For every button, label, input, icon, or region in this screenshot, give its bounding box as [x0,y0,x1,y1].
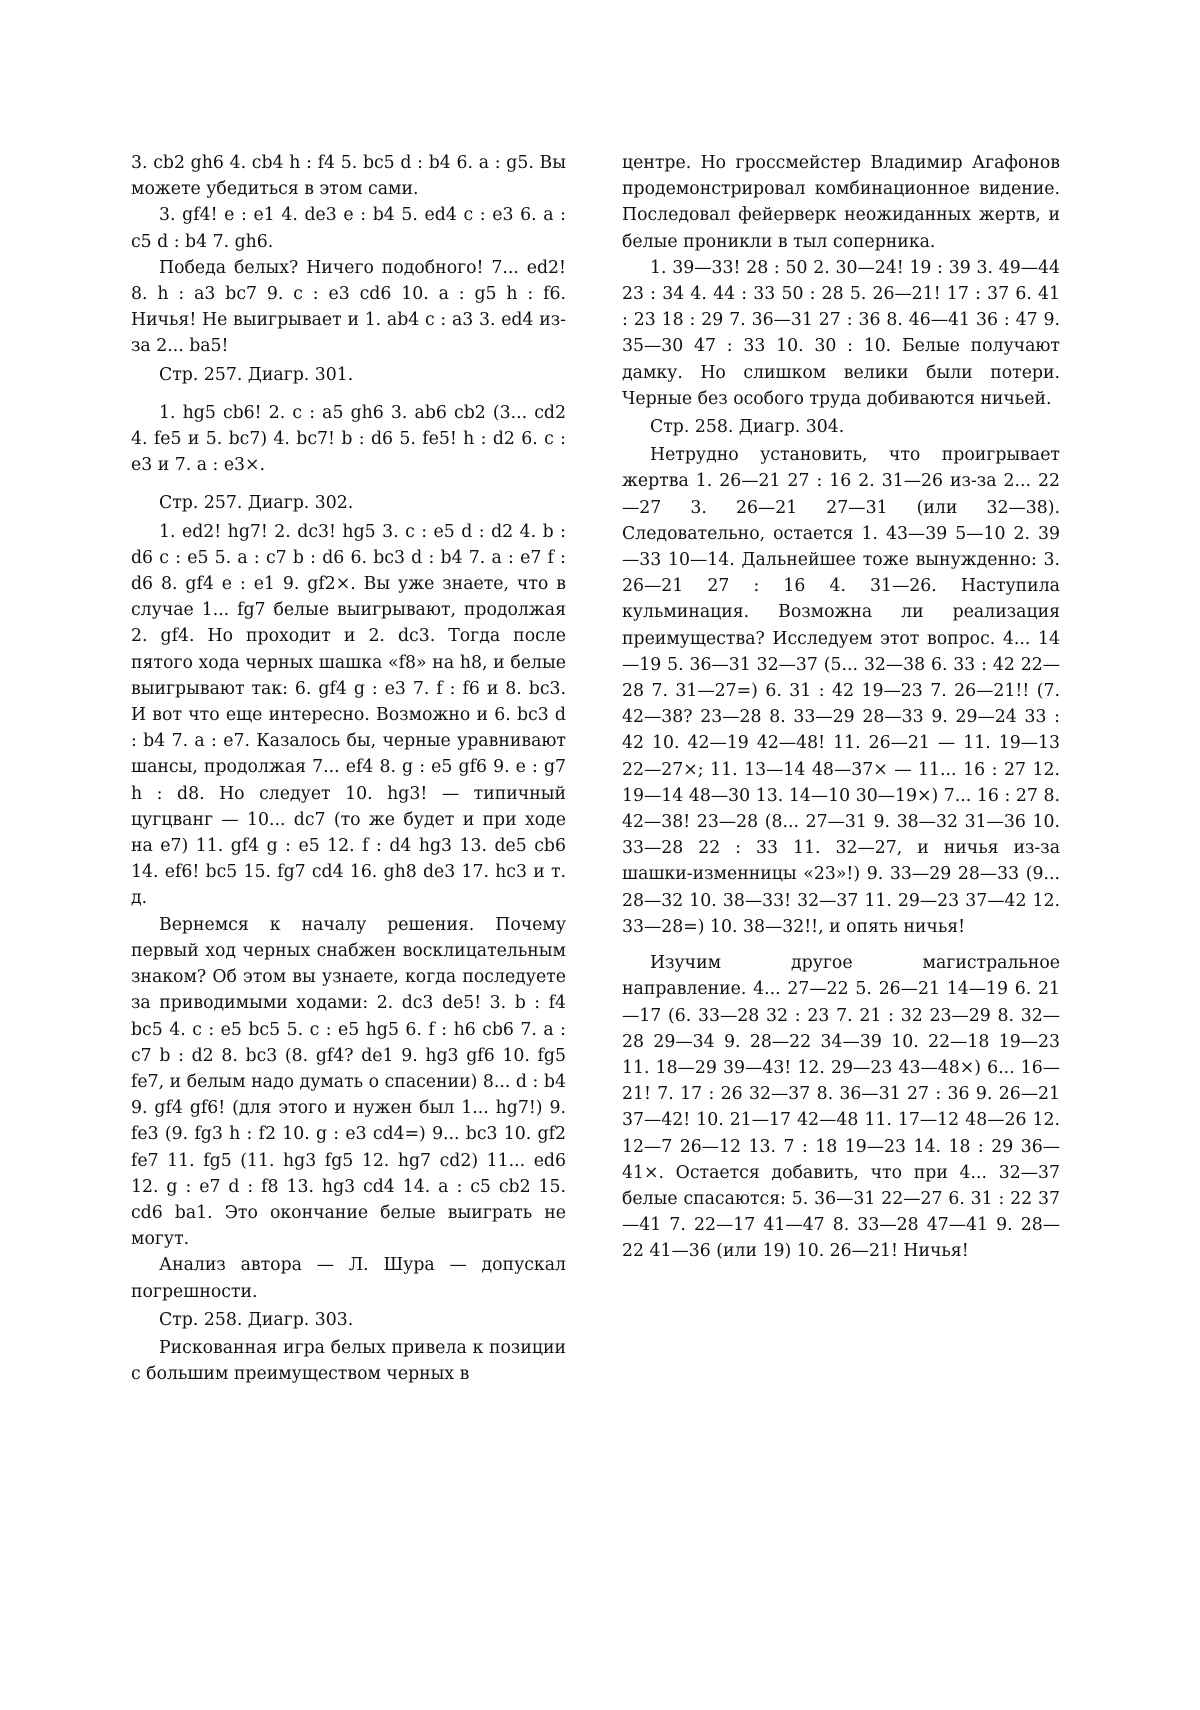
spacer [622,940,1060,950]
paragraph: Изучим другое магистральное направление. 4... 27—22 5. 26—21 14—19 6. 21—17 (6. 33—28 32 : 23 7. 21 : 32 23—29 8. 32—28 29—34 9. 28—22 34—39 10. 22—18 19—23 11. 18—29 39—43! 12. 29—23 43—48×) 6... 16—21! 7. 17 : 26 32—37 8. 36—31 27 : 36 9. 26—21 37—42! 10. 21—17 42—48 11. 17—12 48—26 12. 12—7 26—12 13. 7 : 18 19—23 14. 18 : 29 36—41×. Остается добавить, что при 4... 32—37 белые спасаются: 5. 36—31 22—27 6. 31 : 22 37—41 7. 22—17 41—47 8. 33—28 47—41 9. 28—22 41—36 (или 19) 10. 26—21! Ничья! [622,953,1060,1262]
paragraph: Вернемся к началу решения. Почему первый ход черных снабжен восклицательным знаком? Об этом вы узнаете, когда последуете за приводимыми ходами: 2. dc3 de5! 3. b : f4 bc5 4. c : e5 bc5 5. c : e5 hg5 6. f : h6 cb6 7. a : c7 b : d2 8. bc3 (8. gf4? de1 9. hg3 gf6 10. fg5 fe7, и белым надо думать о спасении) 8... d : b4 9. gf4 gf6! (для этого и нужен был 1... hg7!) 9. fe3 (9. fg3 h : f2 10. g : e3 cd4=) 9... bc3 10. gf2 fe7 11. fg5 (11. hg3 fg5 12. hg7 cd2) 11... ed6 12. g : e7 d : f8 13. hg3 cd4 14. a : c5 cb2 15. cd6 ba1. Это окончание белые выиграть не могут. [131,914,566,1250]
right-column [622,150,1060,1265]
paragraph: Анализ автора — Л. Шура — допускал погрешности. [131,1255,566,1302]
paragraph: центре. Но гроссмейстер Владимир Агафонов продемонстрировал комбинационное видение. Последовал фейерверк неожиданных жертв, и белые проникли в тыл соперника. [622,153,1060,252]
paragraph: 1. hg5 cb6! 2. c : a5 gh6 3. ab6 cb2 (3... cd2 4. fe5 и 5. bc7) 4. bc7! b : d6 5. fe5! h : d2 6. c : e3 и 7. a : e3×. [131,402,566,476]
paragraph: 3. cb2 gh6 4. cb4 h : f4 5. bc5 d : b4 6. a : g5. Вы можете убедиться в этом сами. [131,153,566,200]
spacer [131,478,566,488]
diagram-reference: Стр. 258. Диагр. 303. [159,1309,354,1330]
paragraph: 1. ed2! hg7! 2. dc3! hg5 3. c : e5 d : d2 4. b : d6 c : e5 5. a : c7 b : d6 6. bc3 d : b4 7. a : e7 f : d6 8. gf4 e : e1 9. gf2×. Вы уже знаете, что в случае 1... fg7 белые выигрывают, продолжая 2. gf4. Но проходит и 2. dc3. Тогда после пятого хода черных шашка «f8» на h8, и белые выигрывают так: 6. gf4 g : e3 7. f : f6 и 8. bc3. И вот что еще интересно. Возможно и 6. bc3 d : b4 7. a : e7. Казалось бы, черные уравнивают шансы, продолжая 7... ef4 8. g : e5 gf6 9. e : g7 h : d8. Но следует 10. hg3! — типичный цугцванг — 10... dc7 (то же будет и при ходе на e7) 11. gf4 g : e5 12. f : d4 hg3 13. de5 cb6 14. ef6! bc5 15. fg7 cd4 16. gh8 de3 17. hc3 и т. д. [131,521,566,909]
paragraph: 3. gf4! e : e1 4. de3 e : b4 5. ed4 c : e3 6. a : c5 d : b4 7. gh6. [131,205,566,252]
diagram-reference: Стр. 257. Диагр. 301. [159,364,354,385]
paragraph: Победа белых? Ничего подобного! 7... ed2! 8. h : a3 bc7 9. c : e3 cd6 10. a : g5 h : f6. Ничья! Не выигрывает и 1. ab4 c : a3 3. ed4 из-за 2... ba5! [131,257,566,357]
paragraph: 1. 39—33! 28 : 50 2. 30—24! 19 : 39 3. 49—44 23 : 34 4. 44 : 33 50 : 28 5. 26—21! 17 : 37 6. 41 : 23 18 : 29 7. 36—31 27 : 36 8. 46—41 36 : 47 9. 35—30 47 : 33 10. 30 : 10. Белые получают дамку. Но слишком велики были потери. Черные без особого труда добиваются ничьей. [622,257,1060,409]
paragraph: Рискованная игра белых привела к позиции с большим преимуществом черных в [131,1337,566,1385]
left-column [131,150,566,1387]
diagram-reference: Стр. 258. Диагр. 304. [650,417,845,438]
spacer [131,390,566,400]
diagram-reference: Стр. 257. Диагр. 302. [159,493,354,514]
paragraph: Нетрудно установить, что проигрывает жертва 1. 26—21 27 : 16 2. 31—26 из-за 2... 22—27 3. 26—21 27—31 (или 32—38). Следовательно, остается 1. 43—39 5—10 2. 39—33 10—14. Дальнейшее тоже вынужденно: 3. 26—21 27 : 16 4. 31—26. Наступила кульминация. Возможна ли реализация преимущества? Исследуем этот вопрос. 4... 14—19 5. 36—31 32—37 (5... 32—38 6. 33 : 42 22—28 7. 31—27=) 6. 31 : 42 19—23 7. 26—21!! (7. 42—38? 23—28 8. 33—29 28—33 9. 29—24 33 : 42 10. 42—19 42—48! 11. 26—21 — 11. 19—13 22—27×; 11. 13—14 48—37× — 11... 16 : 27 12. 19—14 48—30 13. 14—10 30—19×) 7... 16 : 27 8. 42—38! 23—28 (8... 27—31 9. 38—32 31—36 10. 33—28 22 : 33 11. 32—27, и ничья из-за шашки-изменницы «23»!) 9. 33—29 28—33 (9... 28—32 10. 38—33! 32—37 11. 29—23 37—42 12. 33—28=) 10. 38—32!!, и опять ничья! [622,445,1060,937]
